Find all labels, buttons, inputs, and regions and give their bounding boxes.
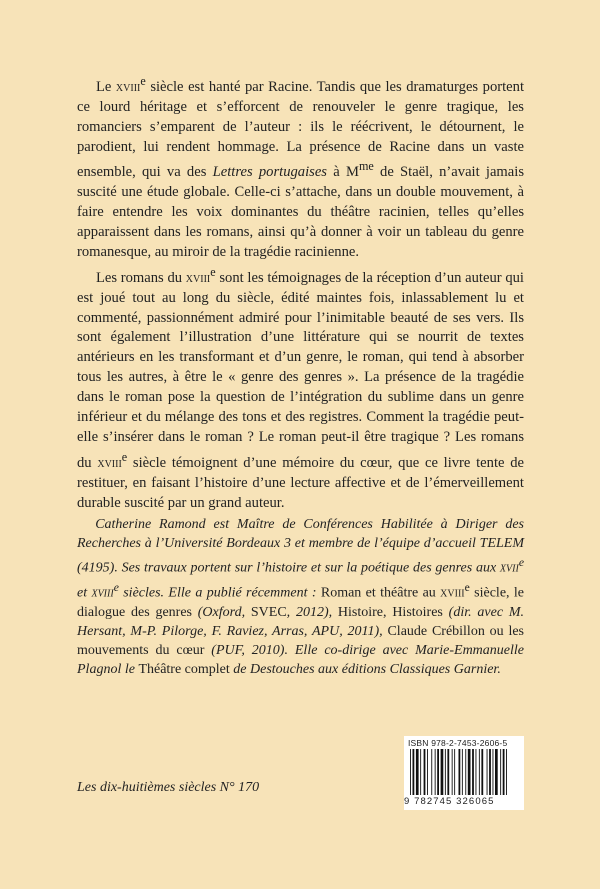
series-title: Les dix-huitièmes siècles N° 170	[77, 780, 260, 795]
summary-paragraph-1: Le xviii$^e$ siècle est hanté par Racine. Tandis que les dramaturges portent ce lourd héritage et s’efforcent de renouveler le genre tragique, les romanciers s’emparent de l’auteur : ils le réécrivent, le détournent, le parodient, lui rendent hommage. La présence de Racine dans un vaste ensemble, qui va des Lettres portugaises à $M^{me}$ de Staël, n’avait jamais suscité une étude globale. Celle-ci s’attache, dans un double mouvement, à faire entendre les voix dominantes du théâtre racinien, telles qu’elles apparaissent dans les romans, ainsi qu’à donner à voir un tableau du genre romanesque, au miroir de la tragédie racinienne.	[77, 74, 524, 260]
summary-text	[77, 72, 524, 513]
barcode-icon	[408, 749, 520, 795]
isbn-barcode	[404, 736, 524, 810]
author-bio	[77, 515, 524, 679]
ean-digits: 9 782745 326065	[404, 796, 495, 807]
summary-paragraph-2: Les romans du xviii$^e$ sont les témoignages de la réception d’un auteur qui est joué tout au long du siècle, édité maintes fois, inlassablement lu et commenté, passionnément admiré pour l’inimitable beauté de ses vers. Ils sont également l’illustration d’une littérature qui se nourrit de textes antérieurs en les transformant et d’un genre, le roman, qui tend à absorber tous les autres, à être le « genre des genres ». La présence de la tragédie dans le roman pose la question de l’intégration du sublime dans un genre inférieur et du mélange des tons et des registres. Comment la tragédie peut-elle s’insérer dans le roman ? Le roman peut-il être tragique ? Les romans du xviii$^e$ siècle témoignent d’une mémoire du cœur, que ce livre tente de restituer, en faisant l’histoire d’une lecture affective et de l’émerveillement durable suscité par un grand auteur.	[77, 264, 525, 511]
isbn-label: ISBN 978-2-7453-2606-5	[408, 738, 508, 748]
author-bio-paragraph: Catherine Ramond est Maître de Conférences Habilitée à Diriger des Recherches à l’Université Bordeaux 3 et membre de l’équipe d’accueil TELEM (4195). Ses travaux portent sur l’histoire et sur la poétique des genres aux xvii$^e$ et xviii$^e$ siècles. Elle a publié récemment : Roman et théâtre au xviii$^e$ siècle, le dialogue des genres (Oxford, SVEC, 2012), Histoire, Histoires (dir. avec M. Hersant, M-P. Pilorge, F. Raviez, Arras, APU, 2011), Claude Crébillon ou les mouvements du cœur (PUF, 2010). Elle co-dirige avec Marie-Emmanuelle Plagnol le Théâtre complet de Destouches aux éditions Classiques Garnier.	[77, 517, 525, 677]
